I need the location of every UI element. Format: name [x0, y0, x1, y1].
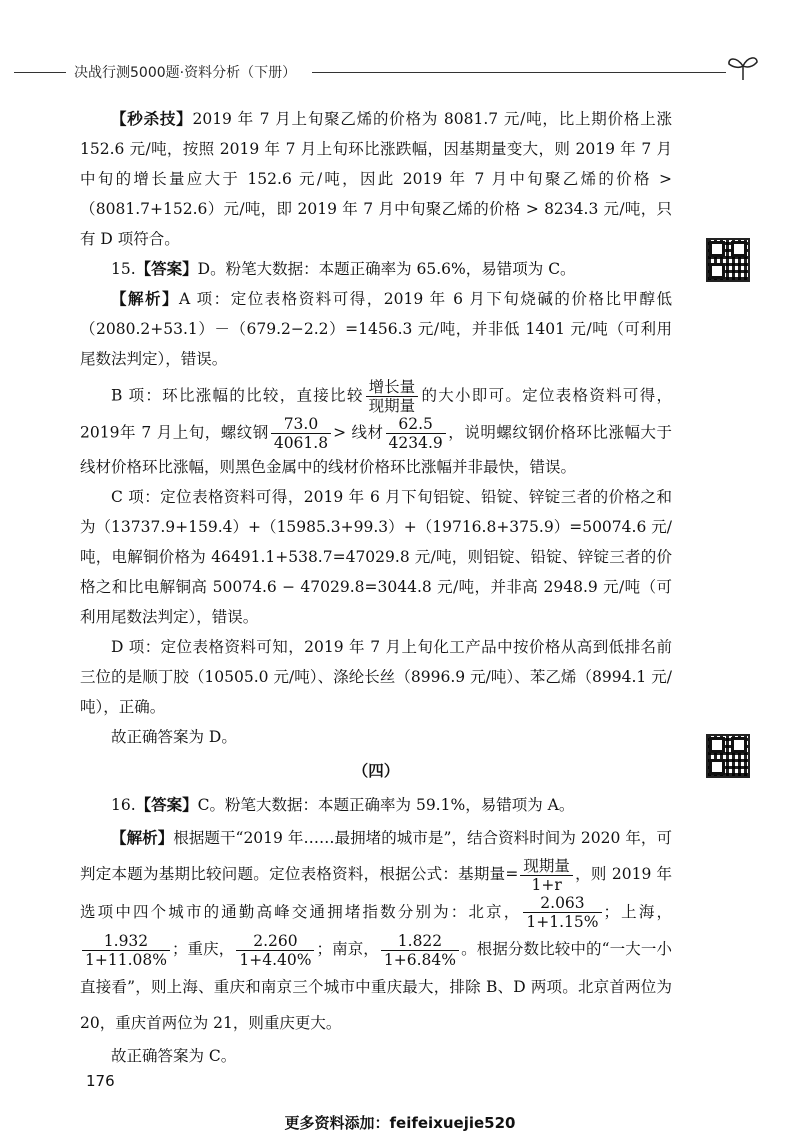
fraction-numerator: 2.063	[523, 894, 601, 913]
q16-answer-tag: 【答案】	[135, 796, 198, 814]
q15-option-d: D 项：定位表格资料可知，2019 年 7 月上旬化工产品中按价格从高到低排名前三位的是顺丁胶（10505.0 元/吨）、涤纶长丝（8996.9 元/吨）、苯乙烯（8994.1 元/吨），正确。	[80, 638, 672, 716]
fraction-denominator: 4061.8	[273, 434, 329, 452]
q16-text-4: ；重庆，	[171, 940, 235, 958]
section-heading: （四）	[352, 762, 400, 780]
q15-b-text-2: 的大小即可。定位表格资料可得，2019	[80, 386, 672, 442]
fraction-numerator: 2.260	[236, 932, 314, 951]
q16-answer-text: C。粉笔大数据：本题正确率为 59.1%，易错项为 A。	[197, 796, 575, 814]
header-rule-left	[14, 72, 66, 73]
quick-tip-text: 2019 年 7 月上旬聚乙烯的价格为 8081.7 元/吨，比上期价格上涨 152.6 元/吨，按照 2019 年 7 月上旬环比涨跌幅，因基期量变大，则 2019 年 7 月中旬的增长量应大于 152.6 元/吨，因此 2019 年 7 月中旬聚乙烯的价格 >（8081.7+152.6）元/吨，即 2019 年 7 月中旬聚乙烯的价格 > 8234.3 元/吨，只有 D 项符合。	[80, 110, 672, 248]
fraction-numerator: 现期量	[520, 857, 573, 876]
qr-code-icon[interactable]	[706, 238, 750, 282]
fraction-numerator: 73.0	[271, 415, 331, 434]
fraction-chongqing	[236, 932, 314, 969]
footer-note: 更多资料添加：feifeixuejie520	[284, 1114, 516, 1132]
q16-number: 16.	[111, 796, 136, 814]
page-body	[80, 104, 672, 1071]
fraction-denominator: 4234.9	[388, 434, 443, 452]
q15-b-text-4: > 线材	[333, 423, 384, 442]
fraction-increase-over-current	[366, 378, 419, 415]
q15-answer-text: D。粉笔大数据：本题正确率为 65.6%，易错项为 C。	[197, 260, 576, 278]
q15-b-text-3: 年 7 月上旬，螺纹钢	[119, 423, 269, 442]
fraction-denominator: 1+4.40%	[239, 950, 312, 969]
q15-b-text-5: ，说明螺纹钢价格环比涨幅大于线材价格环比涨幅，则黑色金属中的线材价格环比涨幅并非最快，错误。	[80, 423, 672, 476]
fraction-denominator: 1+r	[531, 875, 562, 894]
q15-answer	[80, 254, 672, 284]
q15-analysis-tag: 【解析】	[111, 290, 180, 308]
qr-code-icon[interactable]	[706, 734, 750, 778]
q15-final-answer: 故正确答案为 D。	[111, 728, 237, 746]
q16-answer	[80, 790, 672, 820]
q16-text-5: ；南京，	[316, 940, 379, 958]
header-title: 决战行测5000题·资料分析（下册）	[74, 65, 297, 81]
fraction-denominator: 1+11.08%	[85, 950, 167, 969]
q16-text-3: ；上海，	[603, 902, 672, 921]
running-header	[0, 62, 800, 86]
fraction-beijing	[523, 894, 601, 931]
page-number: 176	[86, 1072, 115, 1090]
q16-analysis-tag: 【解析】	[111, 829, 174, 847]
paragraph-quick-tip	[80, 104, 672, 254]
fraction-denominator: 1+6.84%	[383, 950, 457, 969]
q15-answer-tag: 【答案】	[135, 260, 198, 278]
sprout-icon	[726, 52, 760, 82]
q15-number: 15.	[111, 260, 136, 278]
quick-tip-tag: 【秒杀技】	[111, 110, 193, 128]
q15-option-a	[80, 284, 672, 374]
fraction-wire-rod	[386, 415, 446, 452]
fraction-denominator: 现期量	[368, 397, 416, 415]
fraction-numerator: 1.932	[82, 932, 170, 951]
q16-final-answer: 故正确答案为 C。	[111, 1046, 237, 1065]
fraction-denominator: 1+1.15%	[526, 913, 599, 931]
q16-text-6: 。根据分数比较中的“一大一小直接看”，则上海、重庆和南京三个城市中重庆最大，排除 B、D 两项。北京首两位为 20，重庆首两位为 21，则重庆更大。	[80, 940, 672, 1032]
fraction-numerator: 增长量	[366, 378, 419, 397]
q15-option-a-text: A 项：定位表格资料可得，2019 年 6 月下旬烧碱的价格比甲醇低（2080.2+53.1）－（679.2−2.2）=1456.3 元/吨，并非低 1401 元/吨（可利用尾数法判定），错误。	[80, 290, 672, 368]
header-rule-right	[312, 72, 726, 73]
fraction-nanjing	[381, 932, 459, 969]
q15-option-c: C 项：定位表格资料可得，2019 年 6 月下旬铝锭、铅锭、锌锭三者的价格之和为（13737.9+159.4）+（15985.3+99.3）+（19716.8+375.9）=50074.6 元/吨，电解铜价格为 46491.1+538.7=47029.8 元/吨，则铝锭、铅锭、锌锭三者的价格之和比电解铜高 50074.6 − 47029.8=3044.8 元/吨，并非高 2948.9 元/吨（可利用尾数法判定），错误。	[80, 488, 672, 626]
fraction-shanghai	[82, 932, 170, 969]
fraction-numerator: 62.5	[386, 415, 446, 434]
q16-text-1: 根据题干“2019 年……最拥堵的城市是”，结合资料时间为 2020 年，可判定本题为基期比较问题。定位表格资料，根据公式：基期量=	[80, 829, 672, 883]
q16-analysis	[80, 820, 672, 1041]
fraction-base-formula	[520, 857, 573, 894]
fraction-rebar	[271, 415, 331, 452]
q16-text-2: ，则 2019 年选项中四个城市的通勤高峰交通拥堵指数分别为：北京，	[80, 865, 672, 921]
fraction-numerator: 1.822	[381, 932, 459, 951]
q15-option-b	[80, 378, 672, 482]
q15-b-text-1: B 项：环比涨幅的比较，直接比较	[111, 386, 364, 405]
